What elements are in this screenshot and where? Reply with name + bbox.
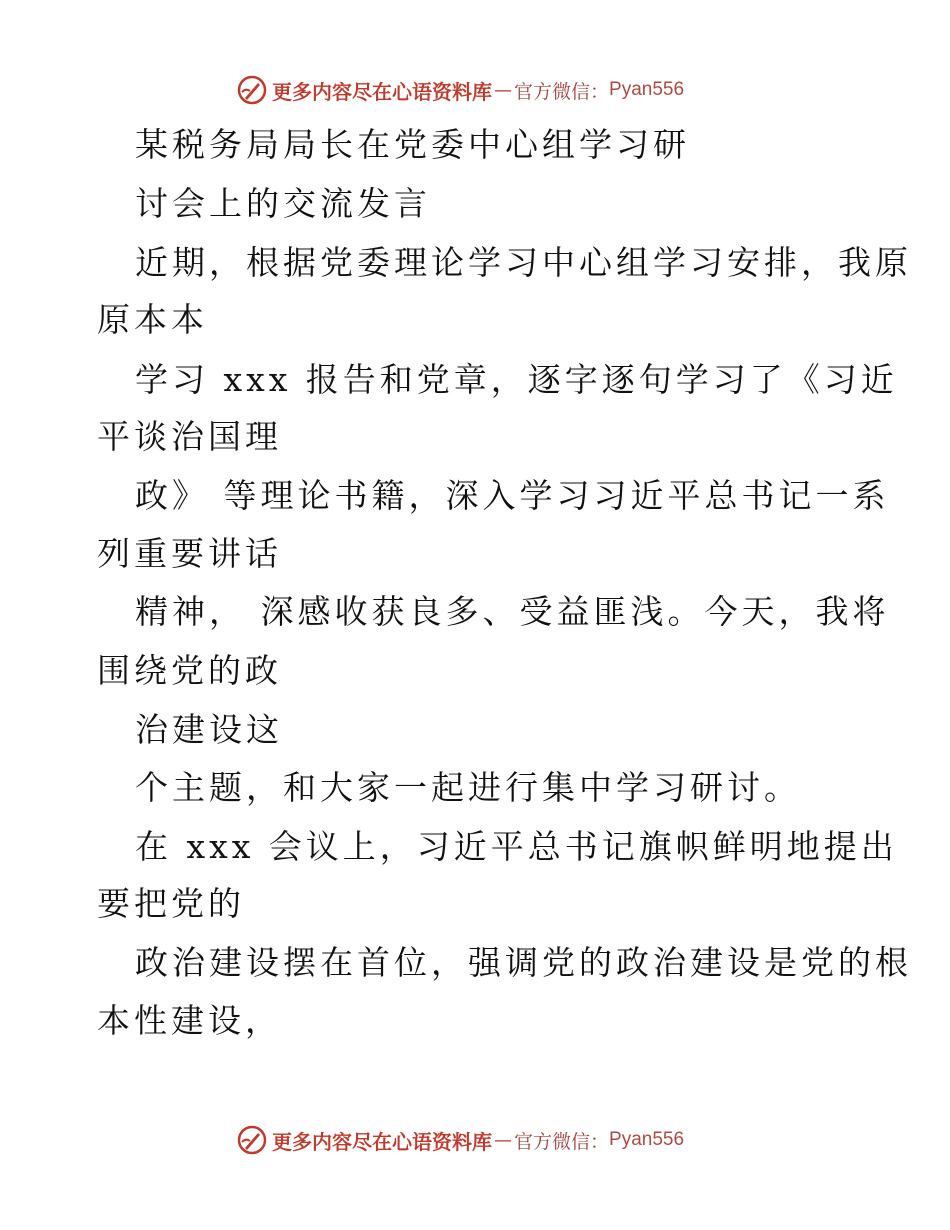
watermark-text: 更多内容尽在心语资料库	[272, 79, 492, 104]
paragraph-line: 在 xxx 会议上，习近平总书记旗帜鲜明地提出	[135, 827, 898, 866]
watermark-account: Pyan556	[609, 1129, 685, 1150]
paragraph-line: 政》 等理论书籍，深入学习习近平总书记一系	[135, 476, 890, 515]
watermark-dash: —	[494, 1129, 512, 1151]
quill-logo-icon	[236, 74, 268, 106]
paragraph-line: 近期，根据党委理论学习中心组学习安排，我原	[135, 243, 912, 282]
paragraph-line: 学习 xxx 报告和党章，逐字逐句学习了《习近	[135, 360, 898, 399]
document-title-line-2: 讨会上的交流发言	[135, 184, 431, 223]
paragraph-line: 本性建设，	[97, 1001, 282, 1040]
paragraph-line: 列重要讲话	[97, 534, 282, 573]
watermark-account: Pyan556	[609, 79, 685, 100]
watermark-text: 更多内容尽在心语资料库	[272, 1129, 492, 1154]
quill-logo-icon	[236, 1124, 268, 1156]
paragraph-line: 围绕党的政	[97, 651, 282, 690]
document-title-line-1: 某税务局局长在党委中心组学习研	[135, 125, 690, 164]
watermark-label: 官方微信：	[514, 80, 610, 103]
watermark-dash: —	[494, 79, 512, 101]
watermark-label: 官方微信：	[514, 1130, 610, 1153]
paragraph-line: 平谈治国理	[97, 417, 282, 456]
paragraph-line: 原本本	[97, 300, 208, 339]
header-watermark	[236, 73, 684, 107]
paragraph-line: 治建设这	[135, 710, 283, 749]
paragraph-line: 个主题，和大家一起进行集中学习研讨。	[135, 768, 801, 807]
paragraph-line: 要把党的	[97, 884, 245, 923]
paragraph-line: 精神， 深感收获良多、受益匪浅。今天，我将	[135, 592, 890, 631]
paragraph-line: 政治建设摆在首位，强调党的政治建设是党的根	[135, 943, 912, 982]
footer-watermark	[236, 1123, 684, 1157]
